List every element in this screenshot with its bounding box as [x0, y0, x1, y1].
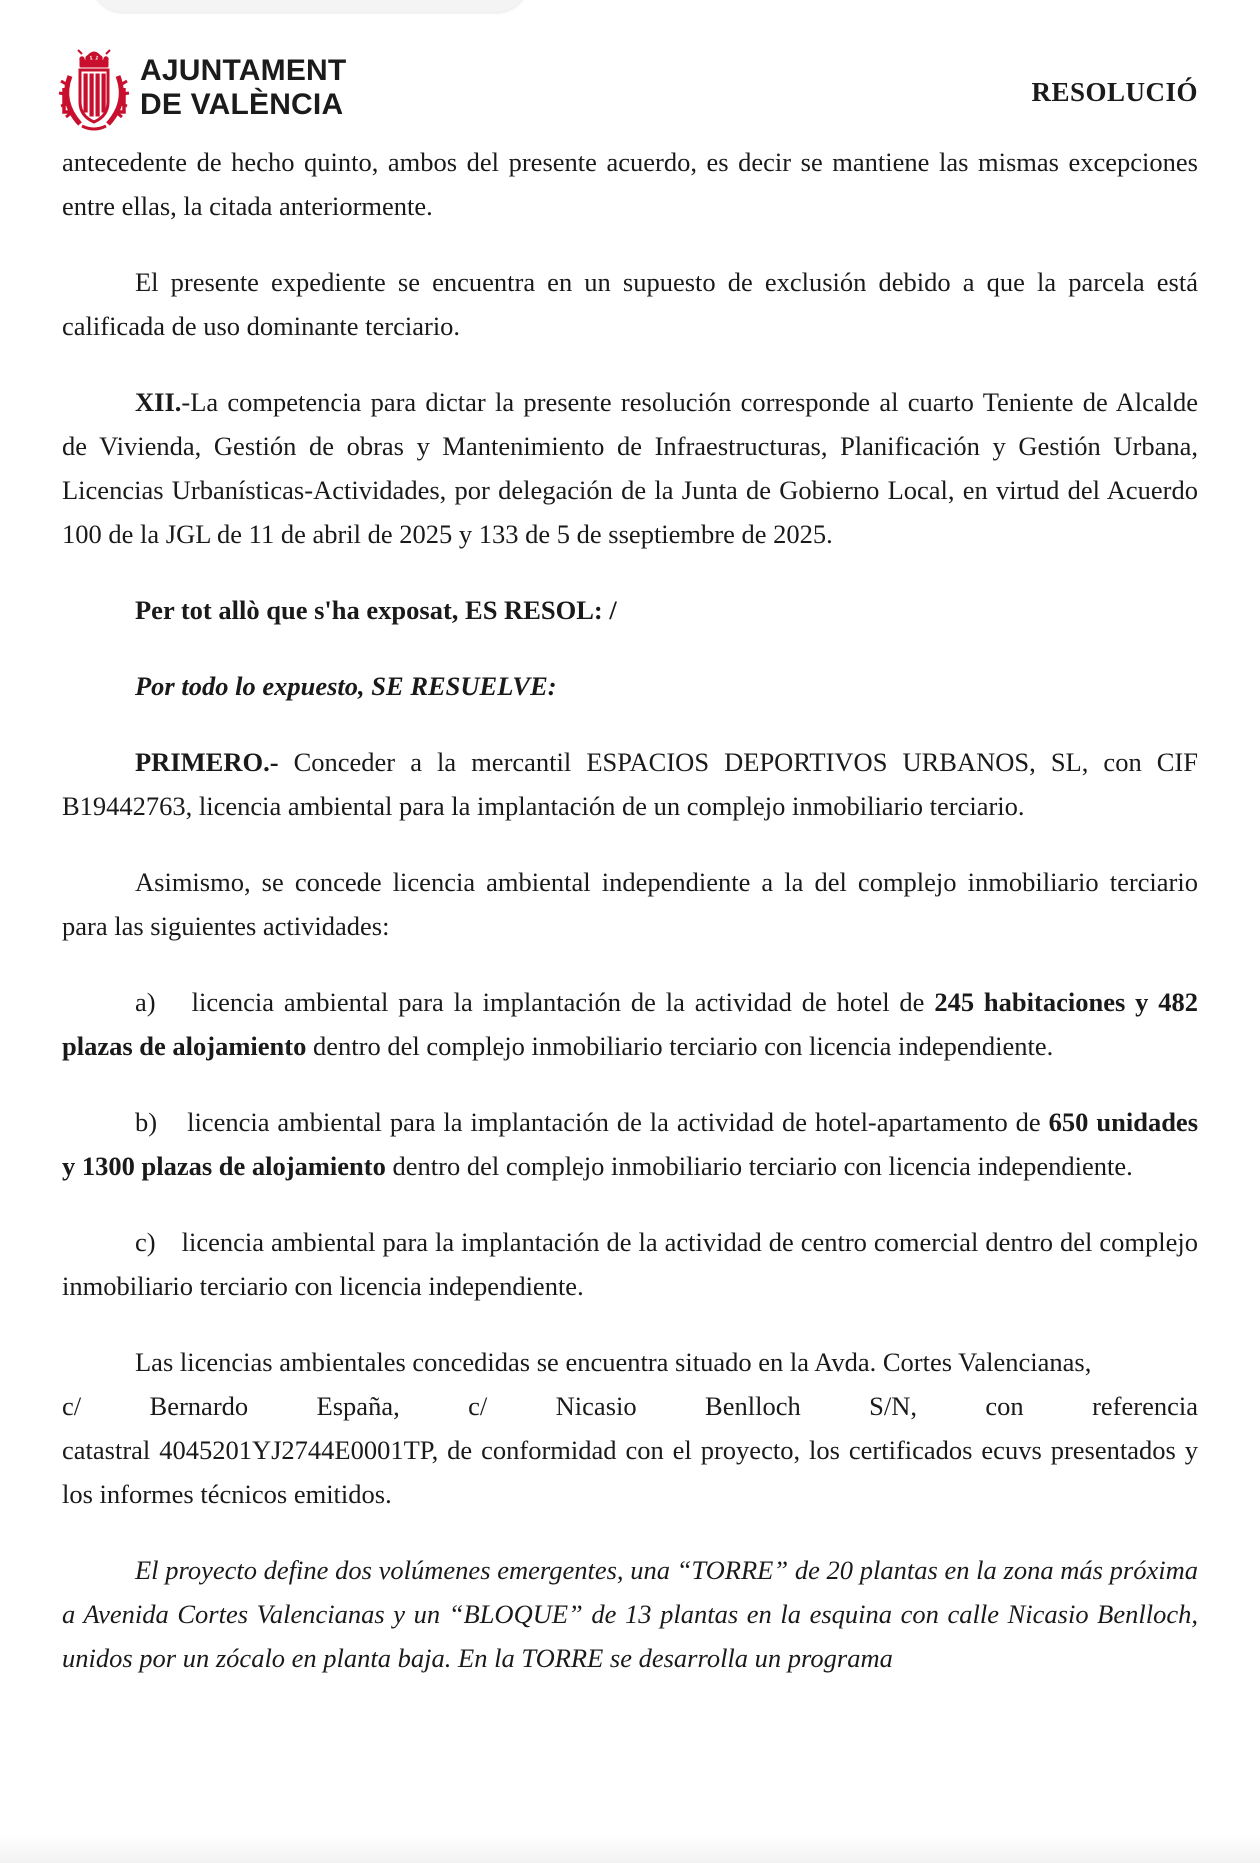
item-c-text: licencia ambiental para la implantación de la actividad de centro comercial dentro del complejo inmobiliario terciario con licencia independiente. [62, 1227, 1198, 1301]
item-a-tail: dentro del complejo inmobiliario terciario con licencia independiente. [306, 1031, 1054, 1061]
paragraph-exclusion: El presente expediente se encuentra en un supuesto de exclusión debido a que la parcela está calificada de uso dominante terciario. [62, 267, 1198, 341]
list-item-a [62, 980, 1198, 1068]
resolution-heading-valencian: Per tot allò que s'ha exposat, ES RESOL: / [135, 595, 617, 625]
item-b-text: licencia ambiental para la implantación de la actividad de hotel-apartamento de [187, 1107, 1049, 1137]
licencias-line-2: c/ Bernardo España, c/ Nicasio Benlloch S/N, con referencia [62, 1391, 1198, 1421]
ajuntament-coat-of-arms-icon [56, 44, 132, 134]
item-a-bold: 245 habitaciones y 482 plazas de alojamiento [62, 987, 1199, 1061]
item-b-bold: 650 unidades y 1300 plazas de alojamiento [62, 1107, 1199, 1181]
competencia-text: -La competencia para dictar la presente resolución corresponde al cuarto Teniente de Alcalde de Vivienda, Gestión de obras y Mantenimiento de Infraestructuras, Planificación y Gestión Urbana, Licencias Urbanísticas-Actividades, por delegación de la Junta de Gobierno Local, en virtud del Acuerdo 100 de la JGL de 11 de abril de 2025 y 133 de 5 de sseptiembre de 2025. [62, 387, 1198, 549]
licencias-rest: catastral 4045201YJ2744E0001TP, de conformidad con el proyecto, los certificados ecuvs presentados y los informes técnicos emitidos. [62, 1435, 1198, 1509]
org-line-1: AJUNTAMENT [140, 54, 347, 87]
section-number: XII. [135, 387, 182, 417]
item-b-tail: dentro del complejo inmobiliario terciario con licencia independiente. [385, 1151, 1133, 1181]
paragraph-asimismo: Asimismo, se concede licencia ambiental independiente a la del complejo inmobiliario terciario para las siguientes actividades: [62, 867, 1198, 941]
paragraph-primero [62, 740, 1198, 828]
paragraph-proyecto: El proyecto define dos volúmenes emergentes, una “TORRE” de 20 plantas en la zona más próxima a Avenida Cortes Valencianas y un “BLOQUE” de 13 plantas en la esquina con calle Nicasio Benlloch, unidos por un zócalo en planta baja. En la TORRE se desarrolla un programa [62, 1555, 1198, 1673]
paragraph-licencias [62, 1340, 1198, 1516]
list-item-b [62, 1100, 1198, 1188]
licencias-line-1: Las licencias ambientales concedidas se encuentra situado en la Avda. Cortes Valencianas, [135, 1347, 1092, 1377]
document-body [62, 140, 1198, 1712]
item-a-text: licencia ambiental para la implantación de la actividad de hotel de [191, 987, 935, 1017]
org-line-2: DE VALÈNCIA [140, 88, 344, 121]
organization-name [140, 54, 346, 122]
paragraph-antecedente: antecedente de hecho quinto, ambos del presente acuerdo, es decir se mantiene las mismas excepciones entre ellas, la citada anteriormente. [62, 147, 1198, 221]
list-marker-b: b) [135, 1107, 158, 1137]
list-marker-c: c) [135, 1227, 156, 1257]
primero-text: Conceder a la mercantil ESPACIOS DEPORTIVOS URBANOS, SL, con CIF B19442763, licencia ambiental para la implantación de un complejo inmobiliario terciario. [62, 747, 1198, 821]
list-marker-a: a) [135, 987, 156, 1017]
document-type-label: RESOLUCIÓ [1031, 77, 1198, 107]
list-item-c [62, 1220, 1198, 1308]
paragraph-competencia [62, 380, 1198, 556]
document-header [0, 0, 1260, 140]
bottom-edge-shadow [0, 1835, 1260, 1863]
resolution-heading-spanish: Por todo lo expuesto, SE RESUELVE: [135, 671, 557, 701]
primero-label: PRIMERO.- [135, 747, 279, 777]
